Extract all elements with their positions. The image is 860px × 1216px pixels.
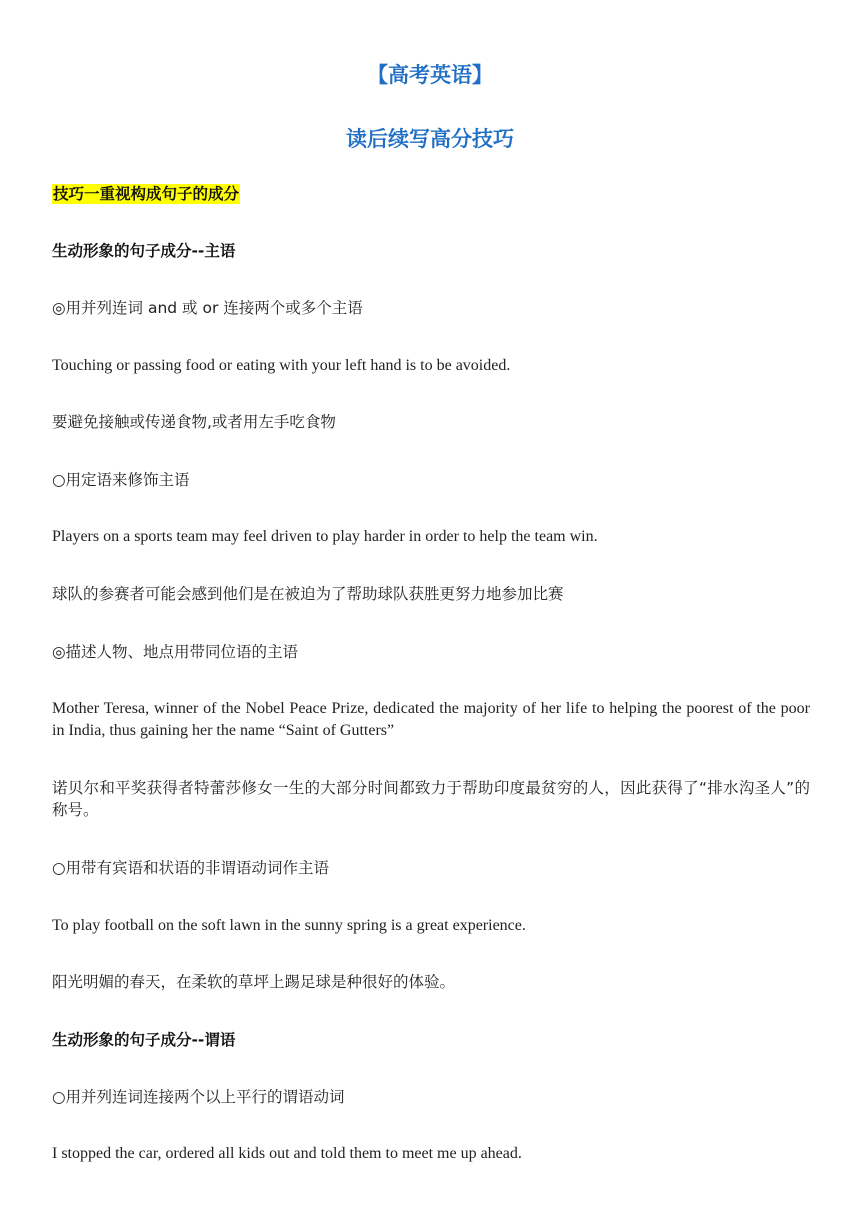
point-4: ○用带有宾语和状语的非谓语动词作主语 bbox=[52, 859, 330, 877]
example-5-english: I stopped the car, ordered all kids out and told them to meet me up ahead. bbox=[52, 1145, 522, 1162]
example-1-english: Touching or passing food or eating with your left hand is to be avoided. bbox=[52, 357, 511, 374]
point-3: ◎描述人物、地点用带同位语的主语 bbox=[52, 643, 299, 661]
example-3-english: Mother Teresa, winner of the Nobel Peace Prize, dedicated the majority of her life to helping the poorest of the poor in India, thus gaining her the name “Saint of Gutters” bbox=[52, 700, 810, 739]
example-4-chinese: 阳光明媚的春天，在柔软的草坪上踢足球是种很好的体验。 bbox=[52, 973, 456, 991]
document-subtitle: 读后续写高分技巧 bbox=[346, 127, 514, 151]
point-5: ○用并列连词连接两个以上平行的谓语动词 bbox=[52, 1088, 345, 1106]
point-1: ◎用并列连词 and 或 or 连接两个或多个主语 bbox=[52, 299, 363, 317]
subheading-predicate: 生动形象的句子成分--谓语 bbox=[52, 1031, 236, 1049]
document-title: 【高考英语】 bbox=[367, 63, 493, 87]
example-2-chinese: 球队的参赛者可能会感到他们是在被迫为了帮助球队获胜更努力地参加比赛 bbox=[52, 585, 564, 603]
example-4-english: To play football on the soft lawn in the sunny spring is a great experience. bbox=[52, 917, 526, 934]
section-heading bbox=[52, 183, 810, 205]
subheading-subject: 生动形象的句子成分--主语 bbox=[52, 242, 236, 260]
example-2-english: Players on a sports team may feel driven to play harder in order to help the team win. bbox=[52, 528, 598, 545]
section-heading-text: 技巧一重视构成句子的成分 bbox=[53, 185, 240, 203]
point-2: ○用定语来修饰主语 bbox=[52, 471, 190, 489]
example-3-chinese: 诺贝尔和平奖获得者特蕾莎修女一生的大部分时间都致力于帮助印度最贫穷的人，因此获得了“排水沟圣人”的称号。 bbox=[52, 779, 810, 819]
example-1-chinese: 要避免接触或传递食物,或者用左手吃食物 bbox=[52, 413, 336, 431]
